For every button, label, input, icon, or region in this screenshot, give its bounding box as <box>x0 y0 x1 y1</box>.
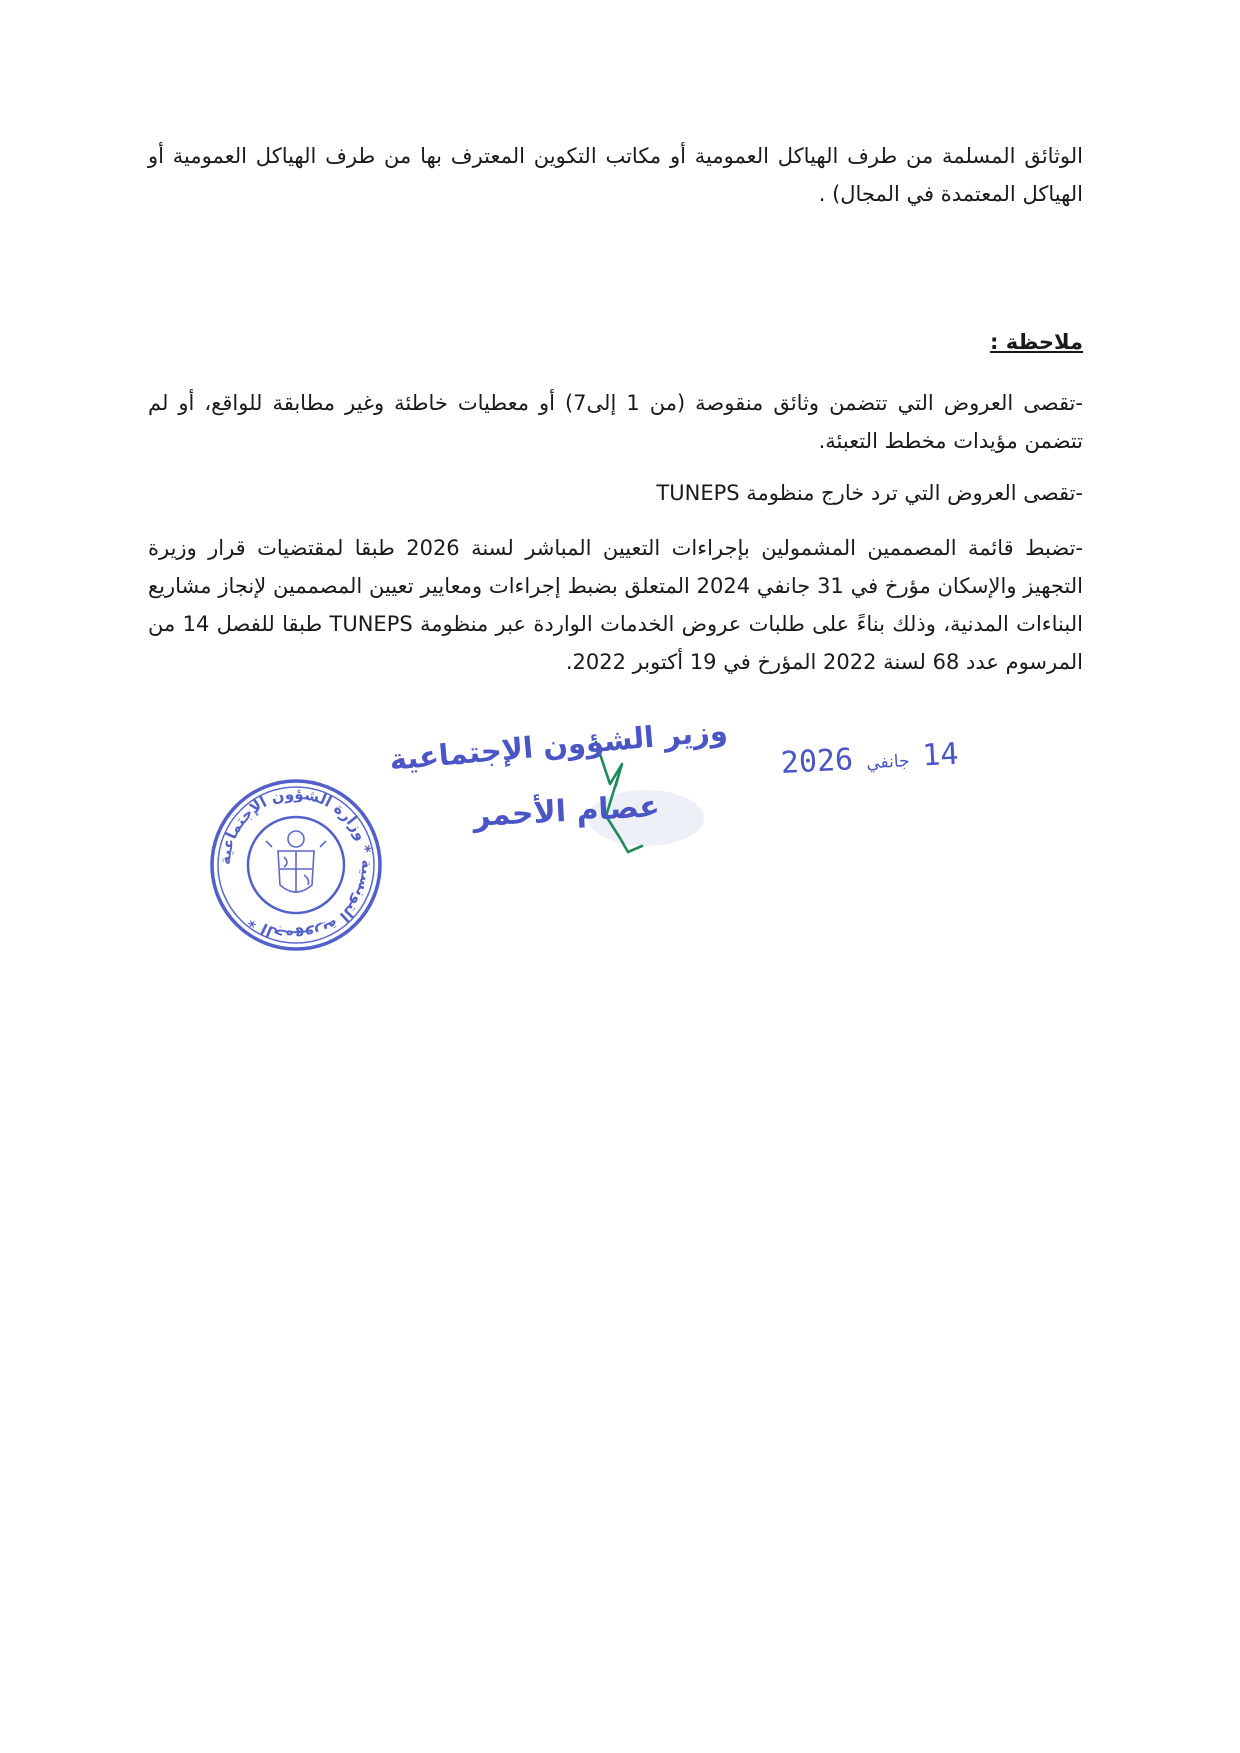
note-item-3 <box>148 529 1083 681</box>
minister-signature <box>388 713 736 870</box>
note-item-3-text-part2: طبقا للفصل 14 من المرسوم عدد 68 لسنة 2022 المؤرخ في 19 أكتوبر 2022. <box>148 612 1083 674</box>
date-year: 2026 <box>780 742 854 781</box>
signature-name: عصام الأحمر <box>472 789 661 834</box>
note-item-2-text: -تقصى العروض التي ترد خارج منظومة <box>746 481 1083 505</box>
tunisia-coat-of-arms-icon <box>266 831 326 893</box>
note-title: ملاحظة : <box>990 330 1083 354</box>
note-item-3-text-part1: -تضبط قائمة المصممين المشمولين بإجراءات التعيين المباشر لسنة 2026 طبقا لمقتضيات قرار وزيرة التجهيز والإسكان مؤرخ في 31 جانفي 2024 المتعلق بضبط إجراءات ومعايير تعيين المصممين لإنجاز مشاريع البناءات المدنية، وذلك بناءً على طلبات عروض الخدمات الواردة عبر منظومة <box>148 536 1083 636</box>
tuneps-system-name: TUNEPS <box>656 481 740 505</box>
note-item-1: -تقصى العروض التي تتضمن وثائق منقوصة (من 1 إلى7) أو معطيات خاطئة وغير مطابقة للواقع، أو لم تتضمن مؤيدات مخطط التعبئة. <box>148 391 1083 453</box>
ministry-seal <box>208 777 384 953</box>
seal-outer-text: الجمهورية التونسية * وزارة الشؤون الإجتماعية * <box>215 784 377 946</box>
date-day: 14 <box>921 736 960 774</box>
note-item-2 <box>148 474 1083 512</box>
intro-paragraph: الوثائق المسلمة من طرف الهياكل العمومية أو مكاتب التكوين المعترف بها من طرف الهياكل العمومية أو الهياكل المعتمدة في المجال) . <box>148 144 1083 206</box>
signature-title: وزير الشؤون الإجتماعية <box>388 713 729 777</box>
date-stamp <box>780 737 959 781</box>
date-month: جانفي <box>865 751 911 774</box>
tuneps-system-name: TUNEPS <box>329 612 413 636</box>
